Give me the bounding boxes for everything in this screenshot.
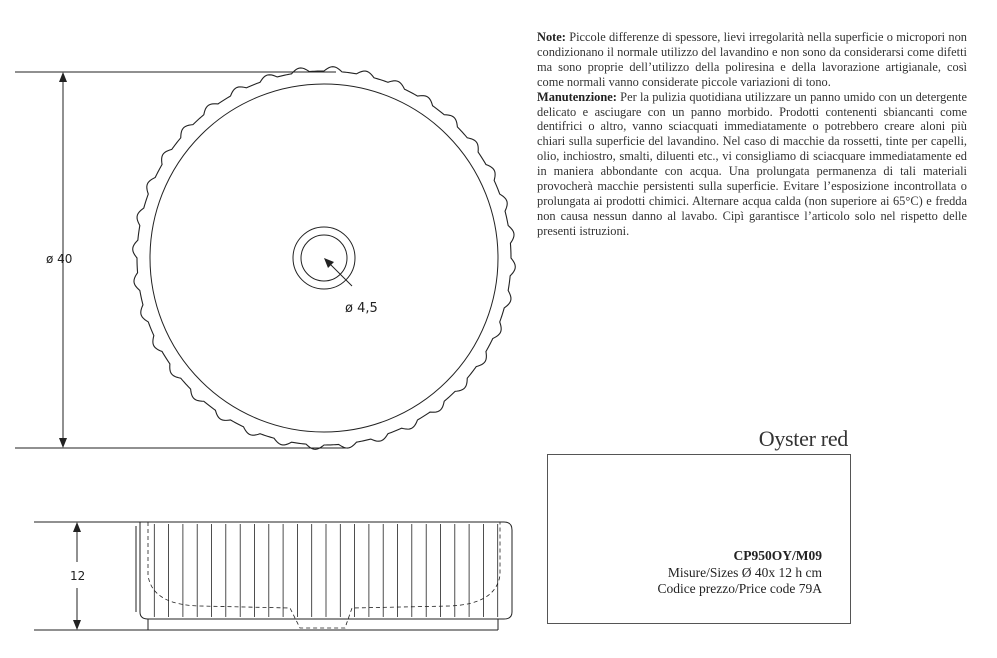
arrow-down (59, 438, 67, 448)
height-label: 12 (70, 569, 86, 583)
maintenance-text: Per la pulizia quotidiana utilizzare un panno umido con un detergente delicato e asciugare con un panno morbido. Prodotti contenenti sbiancanti come dentifrici o altro, vanno sciacquati immediatamente o potrebbero creare aloni più chiari sulla superficie del lavandino. Nel caso di macchie da rossetti, tinte per capelli, olio, inchiostro, smalti, diluenti etc., vi consigliamo di sciacquare immediatamente ed in maniera abbondante con acqua. Una prolungata permanenza di tali materiali provocherà macchie persistenti sulla superficie. Evitare l’esposizione incontrollata o prolungata ai prodotti chimici. Alternare acqua calda (non superiore ai 65°C) e fredda non causa nessun danno al lavabo. Cipì garantisce l’articolo solo nel rispetto delle presenti istruzioni. (537, 89, 967, 238)
arrow-up (59, 72, 67, 82)
product-price-code: Codice prezzo/Price code 79A (657, 581, 822, 596)
care-notes (537, 30, 967, 239)
basin-side-flutes (154, 524, 497, 617)
drain-leader (329, 263, 352, 286)
product-spec-box (547, 454, 851, 624)
product-sizes: Misure/Sizes Ø 40x 12 h cm (667, 564, 822, 580)
product-code: CP950OY/M09 (733, 548, 822, 563)
height-arrow-up (73, 522, 81, 532)
hidden-inner-bowl (148, 522, 500, 628)
maintenance-title: Manutenzione: (537, 89, 617, 104)
height-arrow-down (73, 620, 81, 630)
spec-lines (657, 548, 822, 598)
note-title: Note: (537, 30, 566, 44)
top-view (15, 67, 515, 450)
diameter-label: ø 40 (46, 252, 73, 266)
color-name: Oyster red (758, 426, 848, 451)
drain-label: ø 4,5 (345, 301, 378, 316)
side-view (34, 522, 512, 630)
note-text: Piccole differenze di spessore, lievi irregolarità nella superficie o micropori non condizionano il normale utilizzo del lavandino e non sono da considerarsi come difetti ma sono proprie dell’utilizzo della poliresina e della lavorazione artigianale, così come normali vanno considerate piccole variazioni di tono. (537, 30, 968, 89)
